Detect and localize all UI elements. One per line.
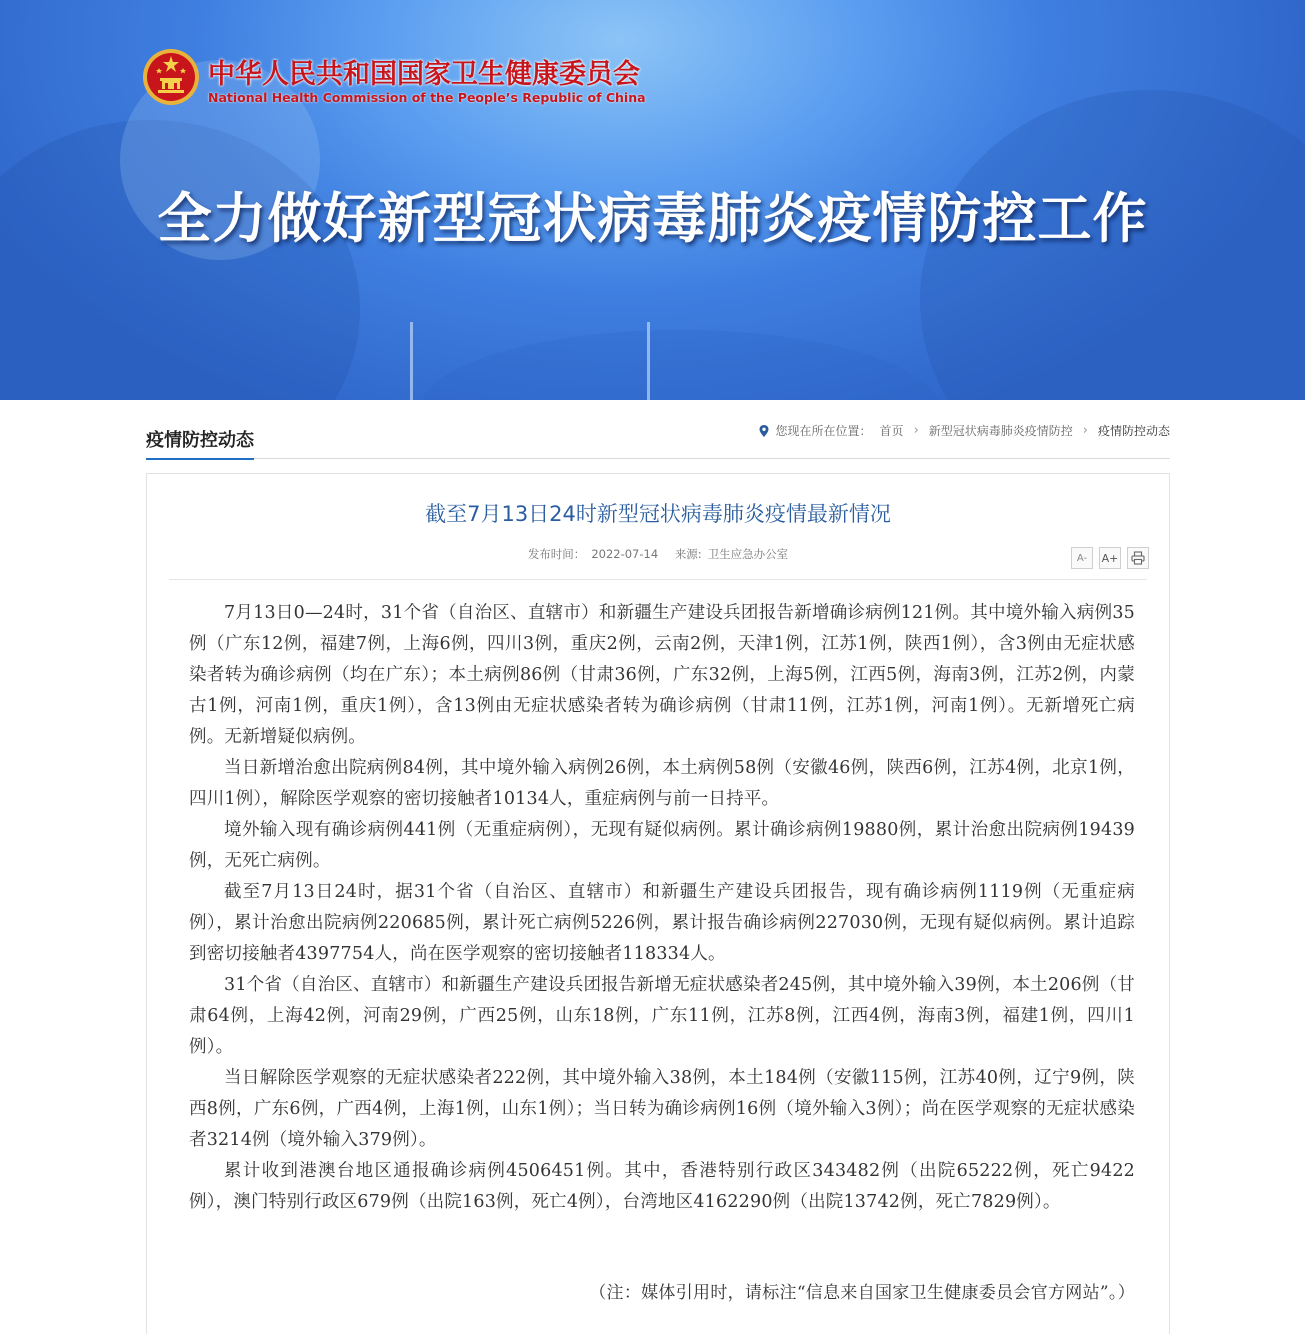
article-title: 截至7月13日24时新型冠状病毒肺炎疫情最新情况: [425, 502, 891, 526]
print-icon: [1131, 551, 1145, 565]
citation-note: （注：媒体引用时，请标注“信息来自国家卫生健康委员会官方网站”。）: [589, 1283, 1135, 1303]
font-increase-button[interactable]: [1099, 547, 1121, 569]
chevron-right-icon: ›: [1082, 423, 1088, 438]
article-paragraph: 31个省（自治区、直辖市）和新疆生产建设兵团报告新增无症状感染者245例，其中境外输入39例，本土206例（甘肃64例，上海42例，河南29例，广西25例，山东18例，广东11例，江苏8例，江西4例，海南3例，福建1例，四川1例）。: [189, 975, 1135, 1057]
article-paragraph: 截至7月13日24时，据31个省（自治区、直辖市）和新疆生产建设兵团报告，现有确诊病例1119例（无重症病例），累计治愈出院病例220685例，累计死亡病例5226例，累计报告确诊病例227030例，无现有疑似病例。累计追踪到密切接触者4397754人，尚在医学观察的密切接触者118334人。: [189, 882, 1135, 964]
article-paragraph: 境外输入现有确诊病例441例（无重症病例），无现有疑似病例。累计确诊病例19880例，累计治愈出院病例19439例，无死亡病例。: [189, 820, 1135, 871]
location-pin-icon: [757, 424, 771, 438]
banner-decor: [410, 322, 413, 400]
article-paragraph: 当日新增治愈出院病例84例，其中境外输入病例26例，本土病例58例（安徽46例，陕西6例，江苏4例，北京1例，四川1例），解除医学观察的密切接触者10134人，重症病例与前一日持平。: [189, 758, 1135, 809]
article-source: 卫生应急办公室: [707, 547, 789, 561]
date-label: 发布时间：: [527, 547, 586, 561]
article-paragraph: 7月13日0—24时，31个省（自治区、直辖市）和新疆生产建设兵团报告新增确诊病例121例。其中境外输入病例35例（广东12例，福建7例，上海6例，四川3例，重庆2例，云南2例，天津1例，江苏1例，陕西1例），含3例由无症状感染者转为确诊病例（均在广东）；本土病例86例（甘肃36例，广东32例，上海5例，江西5例，海南3例，江苏2例，内蒙古1例，河南1例，重庆1例），含13例由无症状感染者转为确诊病例（甘肃11例，江苏1例，河南1例）。无新增死亡病例。无新增疑似病例。: [189, 603, 1135, 747]
breadcrumb-prefix: 您现在所在位置：: [775, 424, 872, 438]
article-body: [189, 598, 1135, 1218]
font-increase-label: A+: [1101, 551, 1119, 565]
print-button[interactable]: [1127, 547, 1149, 569]
banner-headline: 全力做好新型冠状病毒肺炎疫情防控工作: [157, 187, 1148, 250]
source-label: 来源:: [674, 547, 702, 561]
article-paragraph: 当日解除医学观察的无症状感染者222例，其中境外输入38例，本土184例（安徽115例，江苏40例，辽宁9例，陕西8例，广东6例，广西4例，上海1例，山东1例）；当日转为确诊病例16例（境外输入3例）；尚在医学观察的无症状感染者3214例（境外输入379例）。: [189, 1068, 1135, 1150]
publish-date: 2022-07-14: [591, 547, 659, 561]
org-name-cn[interactable]: 中华人民共和国国家卫生健康委员会: [208, 59, 640, 90]
divider: [169, 579, 1147, 580]
breadcrumb-covid-link[interactable]: 新型冠状病毒肺炎疫情防控: [928, 424, 1073, 438]
article-tools: [1071, 547, 1149, 569]
breadcrumb: [757, 422, 1170, 439]
national-emblem-icon[interactable]: [142, 48, 200, 106]
banner-decor: [420, 330, 940, 400]
banner-decor: [647, 322, 650, 400]
org-name-en[interactable]: National Health Commission of the People’s Republic of China: [208, 90, 646, 105]
section-header: [146, 420, 1170, 459]
header-banner: [0, 0, 1305, 400]
article-meta: [147, 546, 1169, 562]
chevron-right-icon: ›: [913, 423, 919, 438]
font-decrease-label: A-: [1076, 552, 1088, 564]
breadcrumb-current: 疫情防控动态: [1097, 424, 1170, 438]
breadcrumb-home-link[interactable]: 首页: [879, 424, 904, 438]
article-paragraph: 累计收到港澳台地区通报确诊病例4506451例。其中，香港特别行政区343482例（出院65222例，死亡9422例），澳门特别行政区679例（出院163例，死亡4例），台湾地区4162290例（出院13742例，死亡7829例）。: [189, 1161, 1135, 1212]
section-title: 疫情防控动态: [146, 426, 254, 460]
font-decrease-button[interactable]: [1071, 547, 1093, 569]
article-container: [146, 473, 1170, 1334]
